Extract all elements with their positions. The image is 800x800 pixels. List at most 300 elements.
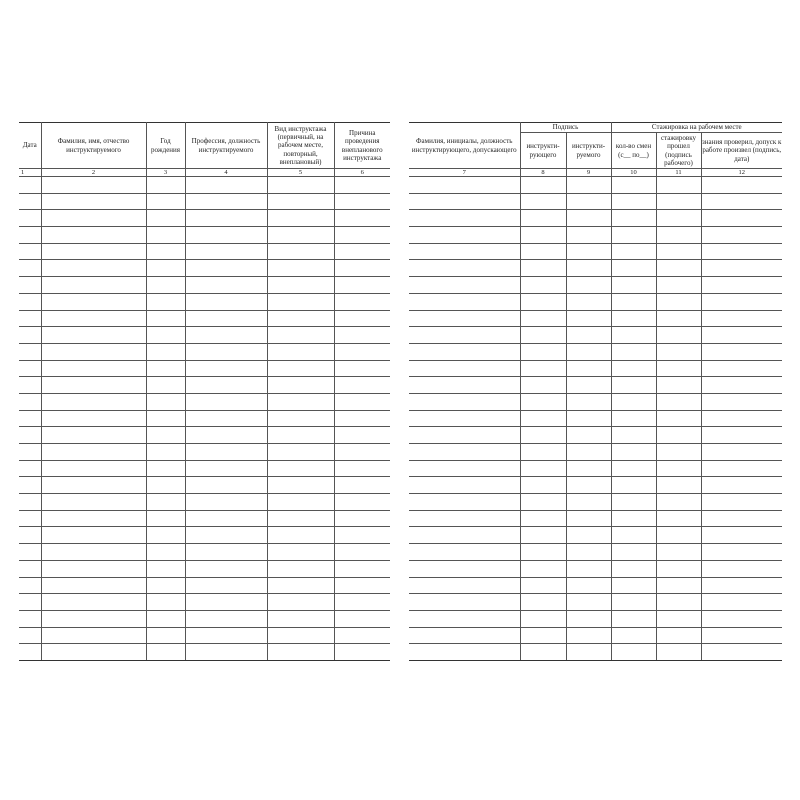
table-cell[interactable]	[656, 193, 701, 210]
table-cell[interactable]	[267, 393, 334, 410]
table-cell[interactable]	[19, 510, 41, 527]
table-cell[interactable]	[334, 544, 390, 561]
table-cell[interactable]	[701, 410, 782, 427]
table-cell[interactable]	[656, 243, 701, 260]
table-cell[interactable]	[566, 293, 611, 310]
table-cell[interactable]	[19, 260, 41, 277]
table-cell[interactable]	[334, 210, 390, 227]
table-cell[interactable]	[185, 260, 267, 277]
table-cell[interactable]	[41, 560, 146, 577]
table-cell[interactable]	[185, 310, 267, 327]
table-cell[interactable]	[701, 644, 782, 661]
table-cell[interactable]	[19, 627, 41, 644]
table-cell[interactable]	[267, 177, 334, 194]
table-cell[interactable]	[409, 560, 520, 577]
table-cell[interactable]	[146, 393, 185, 410]
table-cell[interactable]	[185, 494, 267, 511]
table-cell[interactable]	[566, 644, 611, 661]
table-cell[interactable]	[520, 610, 566, 627]
table-cell[interactable]	[611, 610, 656, 627]
table-cell[interactable]	[19, 210, 41, 227]
table-cell[interactable]	[146, 210, 185, 227]
table-cell[interactable]	[267, 310, 334, 327]
table-cell[interactable]	[19, 310, 41, 327]
table-cell[interactable]	[520, 193, 566, 210]
table-cell[interactable]	[520, 544, 566, 561]
table-cell[interactable]	[334, 510, 390, 527]
table-cell[interactable]	[185, 377, 267, 394]
table-cell[interactable]	[520, 327, 566, 344]
table-cell[interactable]	[334, 410, 390, 427]
table-cell[interactable]	[41, 444, 146, 461]
table-cell[interactable]	[656, 177, 701, 194]
table-cell[interactable]	[146, 193, 185, 210]
table-cell[interactable]	[146, 177, 185, 194]
table-cell[interactable]	[409, 427, 520, 444]
table-cell[interactable]	[409, 377, 520, 394]
table-cell[interactable]	[185, 277, 267, 294]
table-cell[interactable]	[41, 377, 146, 394]
table-cell[interactable]	[146, 260, 185, 277]
table-cell[interactable]	[701, 444, 782, 461]
table-cell[interactable]	[611, 293, 656, 310]
table-cell[interactable]	[611, 560, 656, 577]
table-cell[interactable]	[701, 193, 782, 210]
table-cell[interactable]	[334, 177, 390, 194]
table-cell[interactable]	[520, 644, 566, 661]
table-cell[interactable]	[611, 494, 656, 511]
table-cell[interactable]	[656, 627, 701, 644]
table-cell[interactable]	[701, 577, 782, 594]
table-cell[interactable]	[656, 594, 701, 611]
table-cell[interactable]	[146, 293, 185, 310]
table-cell[interactable]	[19, 377, 41, 394]
table-cell[interactable]	[701, 610, 782, 627]
table-cell[interactable]	[41, 293, 146, 310]
table-cell[interactable]	[41, 177, 146, 194]
table-cell[interactable]	[146, 627, 185, 644]
table-cell[interactable]	[566, 360, 611, 377]
table-cell[interactable]	[701, 393, 782, 410]
table-cell[interactable]	[656, 544, 701, 561]
table-cell[interactable]	[334, 577, 390, 594]
table-cell[interactable]	[146, 510, 185, 527]
table-cell[interactable]	[566, 243, 611, 260]
table-cell[interactable]	[611, 627, 656, 644]
table-cell[interactable]	[611, 227, 656, 244]
table-cell[interactable]	[701, 544, 782, 561]
table-cell[interactable]	[267, 544, 334, 561]
table-cell[interactable]	[19, 343, 41, 360]
table-cell[interactable]	[334, 227, 390, 244]
table-cell[interactable]	[334, 460, 390, 477]
table-cell[interactable]	[185, 243, 267, 260]
table-cell[interactable]	[41, 494, 146, 511]
table-cell[interactable]	[334, 193, 390, 210]
table-cell[interactable]	[409, 310, 520, 327]
table-cell[interactable]	[267, 460, 334, 477]
table-cell[interactable]	[520, 210, 566, 227]
table-cell[interactable]	[19, 177, 41, 194]
table-cell[interactable]	[41, 594, 146, 611]
table-cell[interactable]	[41, 577, 146, 594]
table-cell[interactable]	[41, 460, 146, 477]
table-cell[interactable]	[267, 494, 334, 511]
table-cell[interactable]	[520, 177, 566, 194]
table-cell[interactable]	[701, 310, 782, 327]
table-cell[interactable]	[267, 210, 334, 227]
table-cell[interactable]	[520, 227, 566, 244]
table-cell[interactable]	[409, 494, 520, 511]
table-cell[interactable]	[185, 644, 267, 661]
table-cell[interactable]	[409, 444, 520, 461]
table-cell[interactable]	[701, 327, 782, 344]
table-cell[interactable]	[656, 444, 701, 461]
table-cell[interactable]	[409, 327, 520, 344]
table-cell[interactable]	[611, 343, 656, 360]
table-cell[interactable]	[146, 527, 185, 544]
table-cell[interactable]	[520, 460, 566, 477]
table-cell[interactable]	[701, 377, 782, 394]
table-cell[interactable]	[409, 610, 520, 627]
table-cell[interactable]	[267, 343, 334, 360]
table-cell[interactable]	[566, 310, 611, 327]
table-cell[interactable]	[656, 410, 701, 427]
table-cell[interactable]	[146, 444, 185, 461]
table-cell[interactable]	[19, 293, 41, 310]
table-cell[interactable]	[656, 644, 701, 661]
table-cell[interactable]	[566, 227, 611, 244]
table-cell[interactable]	[656, 494, 701, 511]
table-cell[interactable]	[409, 527, 520, 544]
table-cell[interactable]	[185, 544, 267, 561]
table-cell[interactable]	[409, 410, 520, 427]
table-cell[interactable]	[334, 377, 390, 394]
table-cell[interactable]	[520, 310, 566, 327]
table-cell[interactable]	[566, 610, 611, 627]
table-cell[interactable]	[267, 277, 334, 294]
table-cell[interactable]	[334, 310, 390, 327]
table-cell[interactable]	[566, 594, 611, 611]
table-cell[interactable]	[19, 494, 41, 511]
table-cell[interactable]	[19, 410, 41, 427]
table-cell[interactable]	[520, 377, 566, 394]
table-cell[interactable]	[19, 610, 41, 627]
table-cell[interactable]	[41, 477, 146, 494]
table-cell[interactable]	[267, 193, 334, 210]
table-cell[interactable]	[146, 377, 185, 394]
table-cell[interactable]	[611, 577, 656, 594]
table-cell[interactable]	[701, 227, 782, 244]
table-cell[interactable]	[409, 360, 520, 377]
table-cell[interactable]	[185, 594, 267, 611]
table-cell[interactable]	[185, 227, 267, 244]
table-cell[interactable]	[566, 627, 611, 644]
table-cell[interactable]	[656, 427, 701, 444]
table-cell[interactable]	[19, 243, 41, 260]
table-cell[interactable]	[520, 577, 566, 594]
table-cell[interactable]	[656, 560, 701, 577]
table-cell[interactable]	[267, 293, 334, 310]
table-cell[interactable]	[611, 243, 656, 260]
table-cell[interactable]	[611, 327, 656, 344]
table-cell[interactable]	[185, 177, 267, 194]
table-cell[interactable]	[334, 494, 390, 511]
table-cell[interactable]	[656, 510, 701, 527]
table-cell[interactable]	[701, 293, 782, 310]
table-cell[interactable]	[185, 360, 267, 377]
table-cell[interactable]	[334, 527, 390, 544]
table-cell[interactable]	[334, 444, 390, 461]
table-cell[interactable]	[267, 560, 334, 577]
table-cell[interactable]	[520, 427, 566, 444]
table-cell[interactable]	[146, 594, 185, 611]
table-cell[interactable]	[146, 227, 185, 244]
table-cell[interactable]	[566, 327, 611, 344]
table-cell[interactable]	[566, 393, 611, 410]
table-cell[interactable]	[656, 577, 701, 594]
table-cell[interactable]	[41, 410, 146, 427]
table-cell[interactable]	[334, 327, 390, 344]
table-cell[interactable]	[334, 293, 390, 310]
table-cell[interactable]	[701, 277, 782, 294]
table-cell[interactable]	[409, 227, 520, 244]
table-cell[interactable]	[19, 460, 41, 477]
table-cell[interactable]	[611, 477, 656, 494]
table-cell[interactable]	[185, 510, 267, 527]
table-cell[interactable]	[611, 377, 656, 394]
table-cell[interactable]	[701, 177, 782, 194]
table-cell[interactable]	[146, 277, 185, 294]
table-cell[interactable]	[520, 510, 566, 527]
table-cell[interactable]	[146, 360, 185, 377]
table-cell[interactable]	[656, 277, 701, 294]
table-cell[interactable]	[656, 327, 701, 344]
table-cell[interactable]	[611, 510, 656, 527]
table-cell[interactable]	[566, 277, 611, 294]
table-cell[interactable]	[267, 360, 334, 377]
table-cell[interactable]	[41, 243, 146, 260]
table-cell[interactable]	[409, 277, 520, 294]
table-cell[interactable]	[611, 360, 656, 377]
table-cell[interactable]	[334, 393, 390, 410]
table-cell[interactable]	[611, 310, 656, 327]
table-cell[interactable]	[19, 644, 41, 661]
table-cell[interactable]	[409, 627, 520, 644]
table-cell[interactable]	[41, 644, 146, 661]
table-cell[interactable]	[656, 227, 701, 244]
table-cell[interactable]	[611, 193, 656, 210]
table-cell[interactable]	[409, 544, 520, 561]
table-cell[interactable]	[41, 210, 146, 227]
table-cell[interactable]	[409, 477, 520, 494]
table-cell[interactable]	[409, 293, 520, 310]
table-cell[interactable]	[19, 277, 41, 294]
table-cell[interactable]	[656, 260, 701, 277]
table-cell[interactable]	[701, 460, 782, 477]
table-cell[interactable]	[267, 644, 334, 661]
table-cell[interactable]	[566, 560, 611, 577]
table-cell[interactable]	[267, 610, 334, 627]
table-cell[interactable]	[656, 377, 701, 394]
table-cell[interactable]	[19, 193, 41, 210]
table-cell[interactable]	[520, 277, 566, 294]
table-cell[interactable]	[409, 510, 520, 527]
table-cell[interactable]	[611, 644, 656, 661]
table-cell[interactable]	[656, 310, 701, 327]
table-cell[interactable]	[267, 577, 334, 594]
table-cell[interactable]	[656, 360, 701, 377]
table-cell[interactable]	[185, 527, 267, 544]
table-cell[interactable]	[146, 410, 185, 427]
table-cell[interactable]	[566, 477, 611, 494]
table-cell[interactable]	[409, 460, 520, 477]
table-cell[interactable]	[41, 193, 146, 210]
table-cell[interactable]	[701, 243, 782, 260]
table-cell[interactable]	[19, 393, 41, 410]
table-cell[interactable]	[566, 377, 611, 394]
table-cell[interactable]	[267, 260, 334, 277]
table-cell[interactable]	[19, 577, 41, 594]
table-cell[interactable]	[146, 343, 185, 360]
table-cell[interactable]	[566, 410, 611, 427]
table-cell[interactable]	[185, 610, 267, 627]
table-cell[interactable]	[566, 210, 611, 227]
table-cell[interactable]	[146, 544, 185, 561]
table-cell[interactable]	[409, 243, 520, 260]
table-cell[interactable]	[611, 427, 656, 444]
table-cell[interactable]	[566, 260, 611, 277]
table-cell[interactable]	[701, 560, 782, 577]
table-cell[interactable]	[701, 427, 782, 444]
table-cell[interactable]	[701, 594, 782, 611]
table-cell[interactable]	[656, 527, 701, 544]
table-cell[interactable]	[334, 260, 390, 277]
table-cell[interactable]	[656, 393, 701, 410]
table-cell[interactable]	[334, 427, 390, 444]
table-cell[interactable]	[566, 427, 611, 444]
table-cell[interactable]	[520, 343, 566, 360]
table-cell[interactable]	[267, 594, 334, 611]
table-cell[interactable]	[267, 510, 334, 527]
table-cell[interactable]	[701, 360, 782, 377]
table-cell[interactable]	[409, 193, 520, 210]
table-cell[interactable]	[185, 460, 267, 477]
table-cell[interactable]	[520, 560, 566, 577]
table-cell[interactable]	[185, 393, 267, 410]
table-cell[interactable]	[334, 477, 390, 494]
table-cell[interactable]	[334, 644, 390, 661]
table-cell[interactable]	[334, 243, 390, 260]
table-cell[interactable]	[41, 393, 146, 410]
table-cell[interactable]	[409, 644, 520, 661]
table-cell[interactable]	[566, 577, 611, 594]
table-cell[interactable]	[611, 177, 656, 194]
table-cell[interactable]	[701, 494, 782, 511]
table-cell[interactable]	[656, 293, 701, 310]
table-cell[interactable]	[409, 393, 520, 410]
table-cell[interactable]	[146, 477, 185, 494]
table-cell[interactable]	[701, 343, 782, 360]
table-cell[interactable]	[19, 477, 41, 494]
table-cell[interactable]	[185, 444, 267, 461]
table-cell[interactable]	[520, 360, 566, 377]
table-cell[interactable]	[41, 327, 146, 344]
table-cell[interactable]	[409, 343, 520, 360]
table-cell[interactable]	[146, 427, 185, 444]
table-cell[interactable]	[19, 444, 41, 461]
table-cell[interactable]	[701, 260, 782, 277]
table-cell[interactable]	[611, 594, 656, 611]
table-cell[interactable]	[185, 327, 267, 344]
table-cell[interactable]	[185, 577, 267, 594]
table-cell[interactable]	[19, 360, 41, 377]
table-cell[interactable]	[185, 193, 267, 210]
table-cell[interactable]	[41, 510, 146, 527]
table-cell[interactable]	[41, 544, 146, 561]
table-cell[interactable]	[611, 393, 656, 410]
table-cell[interactable]	[566, 460, 611, 477]
table-cell[interactable]	[611, 544, 656, 561]
table-cell[interactable]	[611, 527, 656, 544]
table-cell[interactable]	[611, 410, 656, 427]
table-cell[interactable]	[41, 277, 146, 294]
table-cell[interactable]	[19, 560, 41, 577]
table-cell[interactable]	[701, 477, 782, 494]
table-cell[interactable]	[19, 594, 41, 611]
table-cell[interactable]	[41, 360, 146, 377]
table-cell[interactable]	[656, 210, 701, 227]
table-cell[interactable]	[185, 210, 267, 227]
table-cell[interactable]	[185, 627, 267, 644]
table-cell[interactable]	[520, 410, 566, 427]
table-cell[interactable]	[334, 610, 390, 627]
table-cell[interactable]	[701, 510, 782, 527]
table-cell[interactable]	[41, 343, 146, 360]
table-cell[interactable]	[520, 260, 566, 277]
table-cell[interactable]	[19, 327, 41, 344]
table-cell[interactable]	[656, 460, 701, 477]
table-cell[interactable]	[146, 494, 185, 511]
table-cell[interactable]	[409, 577, 520, 594]
table-cell[interactable]	[566, 527, 611, 544]
table-cell[interactable]	[41, 427, 146, 444]
table-cell[interactable]	[520, 393, 566, 410]
table-cell[interactable]	[611, 210, 656, 227]
table-cell[interactable]	[185, 410, 267, 427]
table-cell[interactable]	[701, 210, 782, 227]
table-cell[interactable]	[41, 610, 146, 627]
table-cell[interactable]	[267, 243, 334, 260]
table-cell[interactable]	[146, 327, 185, 344]
table-cell[interactable]	[566, 510, 611, 527]
table-cell[interactable]	[146, 310, 185, 327]
table-cell[interactable]	[520, 293, 566, 310]
table-cell[interactable]	[334, 360, 390, 377]
table-cell[interactable]	[41, 227, 146, 244]
table-cell[interactable]	[520, 594, 566, 611]
table-cell[interactable]	[611, 444, 656, 461]
table-cell[interactable]	[146, 644, 185, 661]
table-cell[interactable]	[520, 243, 566, 260]
table-cell[interactable]	[19, 527, 41, 544]
table-cell[interactable]	[146, 560, 185, 577]
table-cell[interactable]	[520, 494, 566, 511]
table-cell[interactable]	[185, 560, 267, 577]
table-cell[interactable]	[520, 477, 566, 494]
table-cell[interactable]	[19, 227, 41, 244]
table-cell[interactable]	[146, 243, 185, 260]
